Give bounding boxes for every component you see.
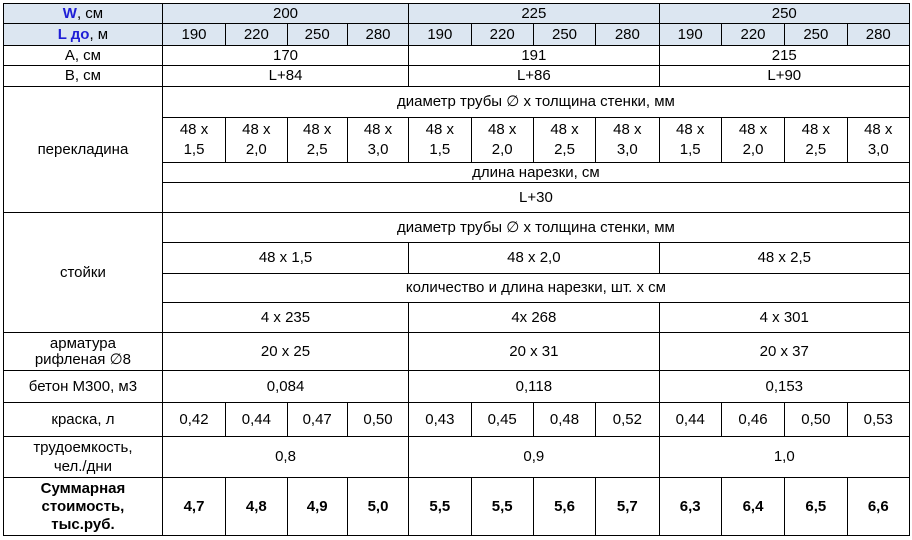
paint-value: 0,48 <box>533 403 595 437</box>
length-label-cell <box>4 24 163 46</box>
paint-value: 0,50 <box>347 403 408 437</box>
posts-cut: 4 х 235 <box>162 303 408 333</box>
row-b-value: L+84 <box>162 66 408 87</box>
total-value: 5,5 <box>471 478 533 536</box>
row-a-value: 215 <box>659 46 909 66</box>
total-value: 4,8 <box>226 478 287 536</box>
paint-row <box>4 403 910 437</box>
length-label: L до <box>57 25 90 43</box>
posts-pipe: 48 х 1,5 <box>162 243 408 274</box>
labor-value: 1,0 <box>659 437 909 478</box>
labor-value: 0,8 <box>162 437 408 478</box>
posts-cut: 4х 268 <box>409 303 659 333</box>
length-value: 190 <box>162 24 225 46</box>
crossbar-pipe: 48 х 2,0 <box>721 118 784 163</box>
paint-value: 0,50 <box>785 403 847 437</box>
paint-value: 0,46 <box>721 403 784 437</box>
total-row <box>4 478 910 536</box>
crossbar-pipe: 48 х 2,0 <box>471 118 533 163</box>
width-header-row <box>4 4 910 24</box>
length-value: 250 <box>785 24 847 46</box>
length-value: 190 <box>409 24 471 46</box>
crossbar-pipe: 48 х 2,5 <box>287 118 347 163</box>
crossbar-pipe: 48 х 3,0 <box>847 118 909 163</box>
crossbar-pipe: 48 х 2,5 <box>533 118 595 163</box>
posts-caption-row <box>4 213 910 243</box>
crossbar-cut-value: L+30 <box>162 183 909 213</box>
row-b-value: L+86 <box>409 66 659 87</box>
width-value: 200 <box>162 4 408 24</box>
row-label: В, см <box>4 66 163 87</box>
rebar-value: 20 х 31 <box>409 333 659 371</box>
row-b <box>4 66 910 87</box>
row-b-value: L+90 <box>659 66 909 87</box>
spec-table <box>3 3 910 536</box>
length-value: 220 <box>721 24 784 46</box>
labor-value: 0,9 <box>409 437 659 478</box>
rebar-value: 20 х 37 <box>659 333 909 371</box>
total-value: 6,5 <box>785 478 847 536</box>
width-value: 250 <box>659 4 909 24</box>
labor-row <box>4 437 910 478</box>
paint-value: 0,53 <box>847 403 909 437</box>
length-value: 250 <box>287 24 347 46</box>
width-unit: , см <box>76 4 104 22</box>
rebar-value: 20 х 25 <box>162 333 408 371</box>
posts-pipe: 48 х 2,0 <box>409 243 659 274</box>
posts-cut: 4 х 301 <box>659 303 909 333</box>
paint-value: 0,43 <box>409 403 471 437</box>
concrete-value: 0,118 <box>409 371 659 403</box>
crossbar-pipe: 48 х 2,5 <box>785 118 847 163</box>
length-value: 280 <box>596 24 659 46</box>
concrete-value: 0,084 <box>162 371 408 403</box>
paint-value: 0,42 <box>162 403 225 437</box>
crossbar-pipe: 48 х 1,5 <box>162 118 225 163</box>
total-value: 6,4 <box>721 478 784 536</box>
total-value: 4,7 <box>162 478 225 536</box>
row-label: стойки <box>4 213 163 333</box>
total-value: 6,6 <box>847 478 909 536</box>
total-value: 5,0 <box>347 478 408 536</box>
length-value: 220 <box>226 24 287 46</box>
width-value: 225 <box>409 4 659 24</box>
crossbar-pipe: 48 х 3,0 <box>347 118 408 163</box>
length-header-row <box>4 24 910 46</box>
row-label: перекладина <box>4 87 163 213</box>
rebar-row <box>4 333 910 371</box>
paint-value: 0,44 <box>659 403 721 437</box>
crossbar-pipe: 48 х 3,0 <box>596 118 659 163</box>
total-value: 5,5 <box>409 478 471 536</box>
width-label: W <box>62 4 77 22</box>
crossbar-caption-row <box>4 87 910 118</box>
row-label: трудоемкость, чел./дни <box>4 437 163 478</box>
crossbar-cut-caption: длина нарезки, см <box>162 163 909 183</box>
total-value: 4,9 <box>287 478 347 536</box>
concrete-value: 0,153 <box>659 371 909 403</box>
posts-cut-caption: количество и длина нарезки, шт. х см <box>162 274 909 303</box>
paint-value: 0,47 <box>287 403 347 437</box>
total-value: 5,7 <box>596 478 659 536</box>
posts-pipe: 48 х 2,5 <box>659 243 909 274</box>
crossbar-pipe-caption: диаметр трубы ∅ х толщина стенки, мм <box>162 87 909 118</box>
total-value: 6,3 <box>659 478 721 536</box>
crossbar-pipe: 48 х 2,0 <box>226 118 287 163</box>
row-label: А, см <box>4 46 163 66</box>
length-value: 280 <box>347 24 408 46</box>
width-label-cell <box>4 4 163 24</box>
posts-pipe-caption: диаметр трубы ∅ х толщина стенки, мм <box>162 213 909 243</box>
length-value: 220 <box>471 24 533 46</box>
row-a-value: 170 <box>162 46 408 66</box>
crossbar-pipe: 48 х 1,5 <box>659 118 721 163</box>
row-a-value: 191 <box>409 46 659 66</box>
row-label: краска, л <box>4 403 163 437</box>
total-value: 5,6 <box>533 478 595 536</box>
row-a <box>4 46 910 66</box>
paint-value: 0,45 <box>471 403 533 437</box>
length-value: 250 <box>533 24 595 46</box>
row-label: бетон М300, м3 <box>4 371 163 403</box>
length-unit: , м <box>89 25 109 43</box>
length-value: 280 <box>847 24 909 46</box>
paint-value: 0,52 <box>596 403 659 437</box>
concrete-row <box>4 371 910 403</box>
row-label: арматура рифленая ∅8 <box>4 333 163 371</box>
length-value: 190 <box>659 24 721 46</box>
crossbar-pipe: 48 х 1,5 <box>409 118 471 163</box>
row-label: Суммарная стоимость, тыс.руб. <box>4 478 163 536</box>
paint-value: 0,44 <box>226 403 287 437</box>
